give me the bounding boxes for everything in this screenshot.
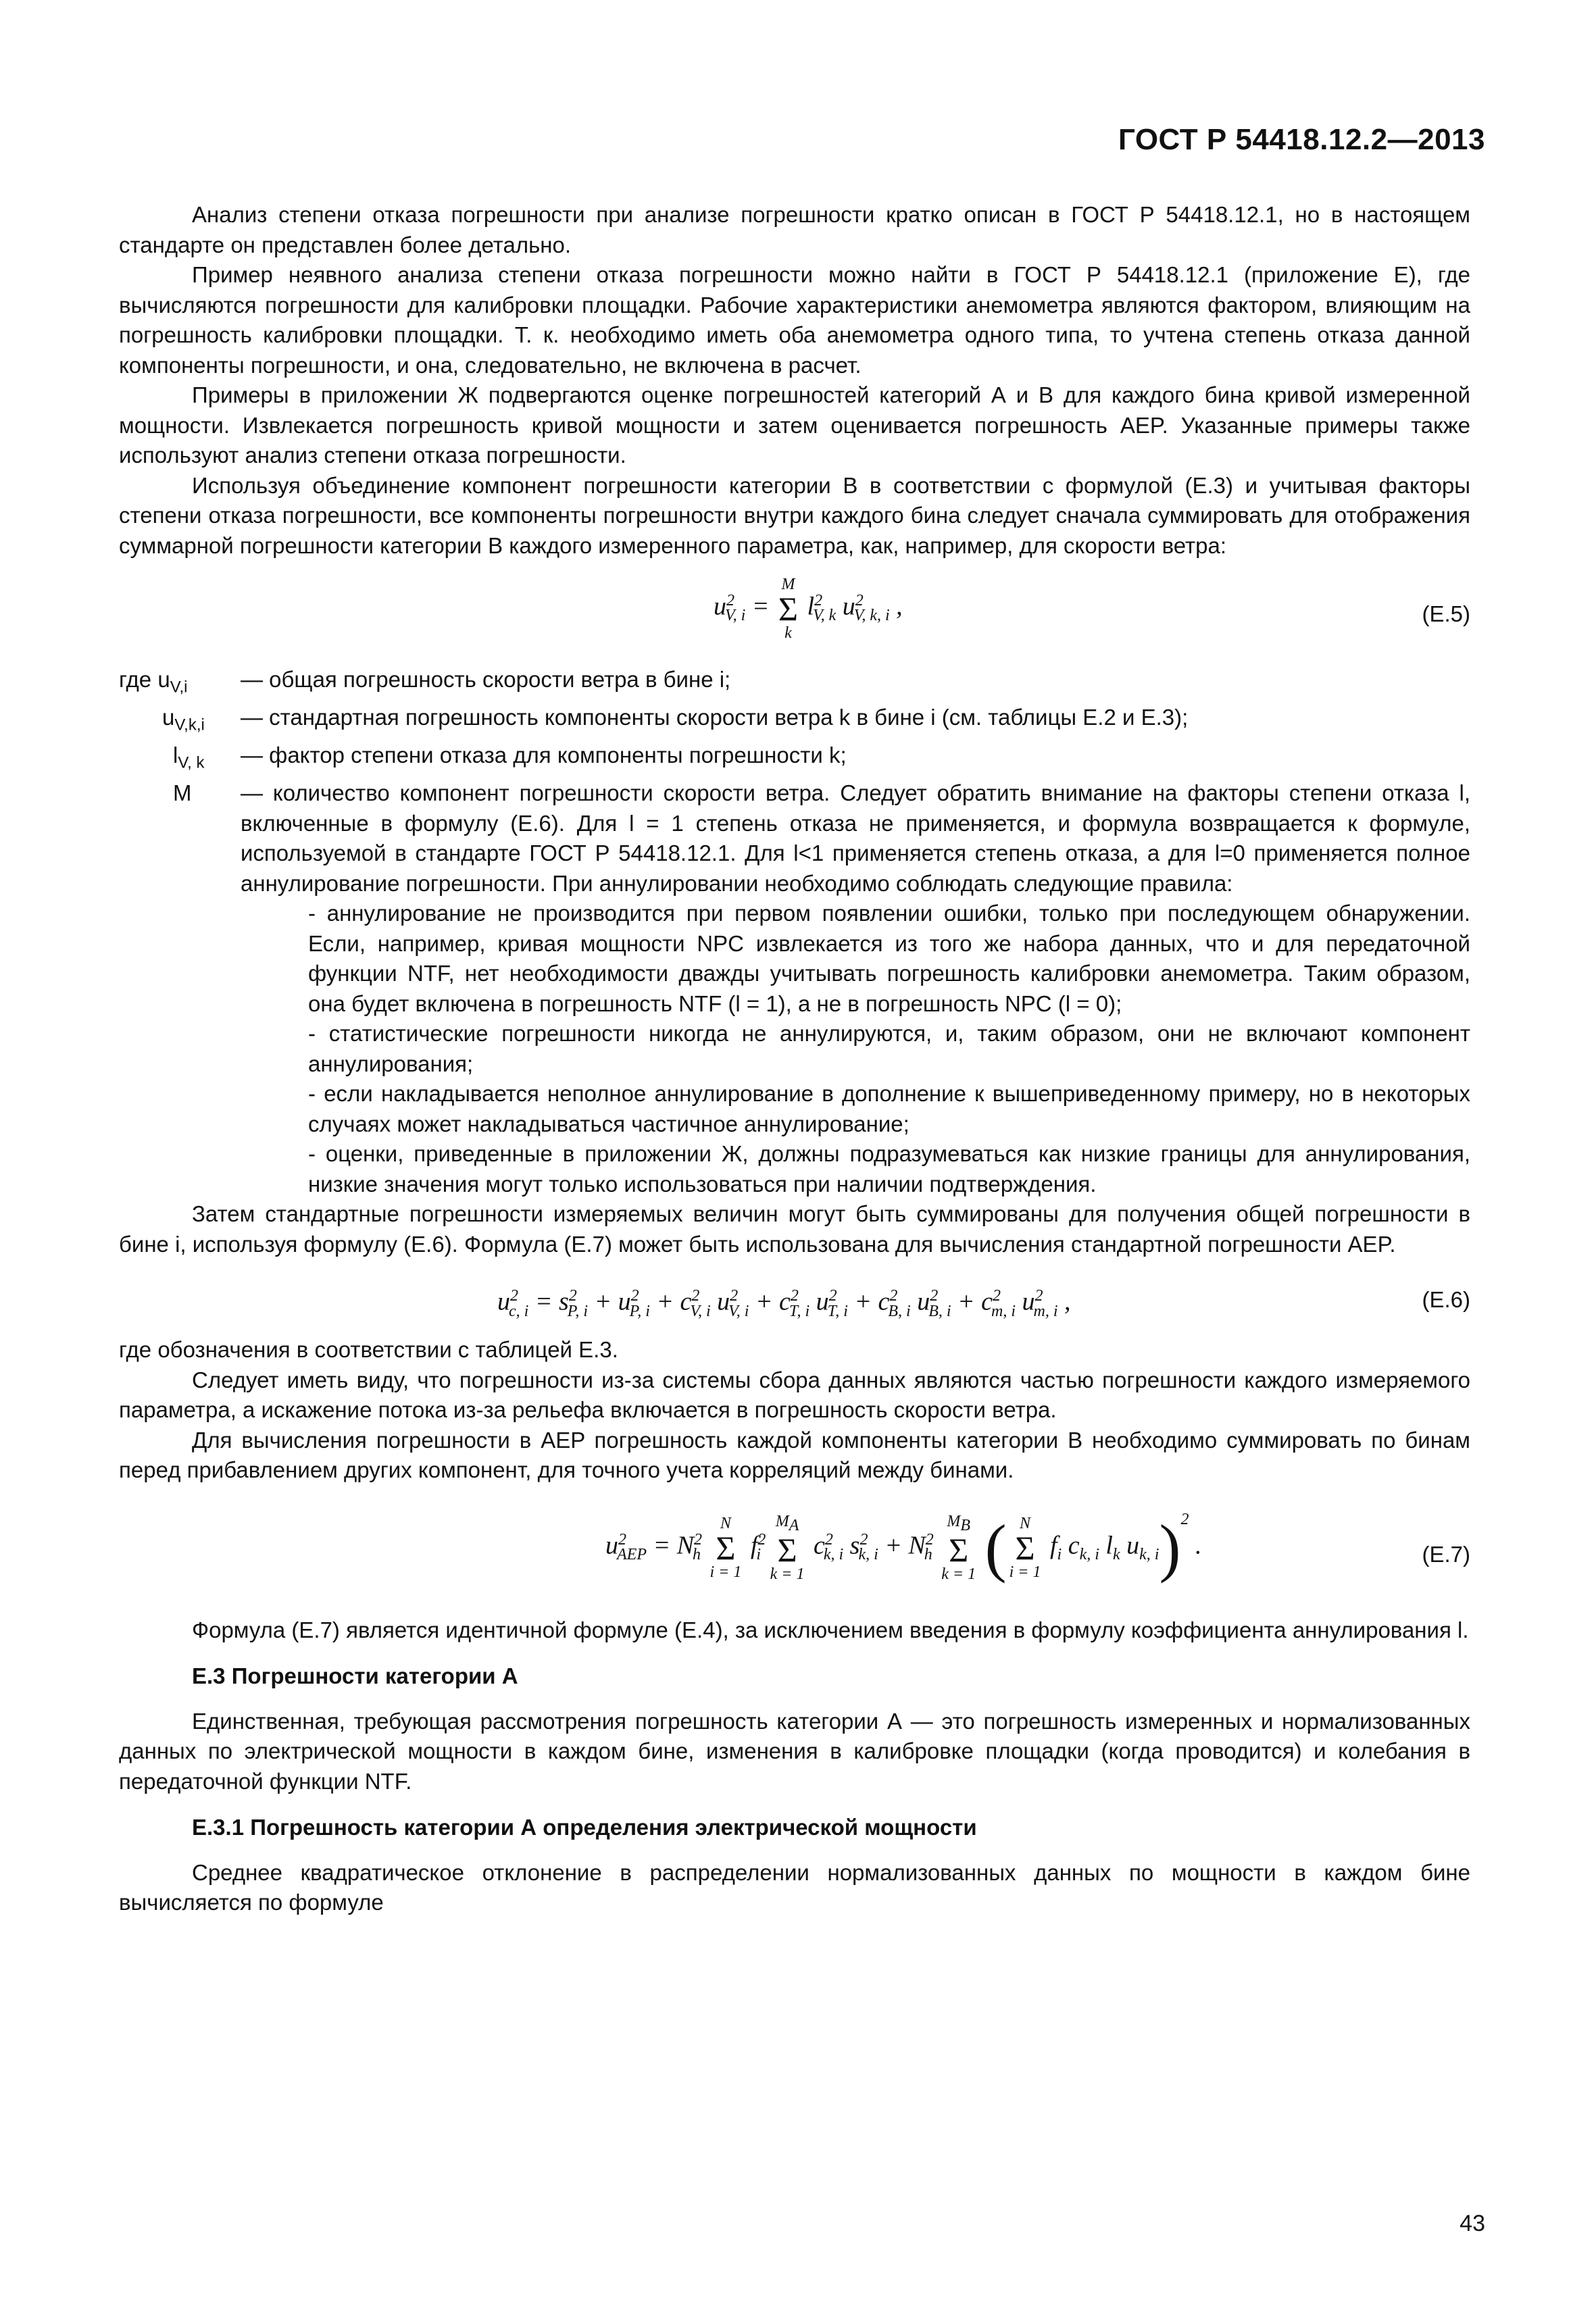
symbol-u-vki: $u_{V,k,i}$ — [162, 705, 205, 734]
formula-e7 — [119, 1501, 1470, 1609]
body-text — [119, 200, 1470, 1918]
definition-m: — количество компонент погрешности скорости ветра. Следует обратить внимание на факторы степени отказа l, включенные в формулу (Е.6). Для l = 1 степень отказа не применяется, и формула возвращается к формуле, используемой в стандарте ГОСТ Р 54418.12.1. Для l<1 применяется степень отказа, а для l=0 применяется полное аннулирование погрешности. При аннулировании необходимо соблюдать следующие правила: — [241, 780, 1470, 896]
definition-u-vi: — общая погрешность скорости ветра в бине i; — [241, 667, 731, 692]
paragraph-10: Единственная, требующая рассмотрения погрешность категории А — это погрешность измеренных и нормализованных данных по электрической мощности в каждом бине, изменения в калибровке площадки (когда проводится) и колебания в передаточной функции NTF. — [119, 1708, 1470, 1794]
formula-e5-expression: $u^2_{V, i}$ = M Σ k $l^2_{V, k}$ $u^2_{V, k, i}$ , — [714, 576, 903, 642]
symbol-definitions — [119, 665, 1470, 899]
symbol-m: M — [173, 780, 192, 806]
formula-e7-expression: $u^2_{AEP} = N^2_h$ N Σ i = 1 $f^2_i$ $M_A$ Σ k = 1 $c^2_{k, i}$ $s^2_{k, i} + N^2_h$ $M_B$ Σ k = 1 ( N Σ i = 1 $f_i$ $c_{k, i}$ $l_k$ $u_{k, i})^2$ . — [605, 1510, 1202, 1584]
definition-u-vki: — стандартная погрешность компоненты скорости ветра k в бине i (см. таблицы Е.2 и Е.3); — [241, 705, 1189, 730]
rule-1: - аннулирование не производится при первом появлении ошибки, только при последующем обнаружении. Если, например, кривая мощности NPC извлекается из того же набора данных, что и для передаточной функции NTF, нет необходимости дважды учитывать погрешность калибровки анемометра. Таким образом, она будет включена в погрешность NTF (l = 1), а не в погрешность NPC (l = 0); — [308, 901, 1470, 1016]
paragraph-6: где обозначения в соответствии с таблицей Е.3. — [119, 1337, 618, 1363]
document-header: ГОСТ Р 54418.12.2—2013 — [1118, 123, 1485, 156]
formula-e6-expression: $u^2_{c, i} = s^2_{P, i} + u^2_{P, i} + c^2_{V, i}$ $u^2_{V, i} + c^2_{T, i}$ $u^2_{T, i} + c^2_{B, i}$ $u^2_{B, i} + c^2_{m, i}$ $u^2_{m, i}$ , — [497, 1287, 1071, 1320]
formula-e5-number: (Е.5) — [1422, 601, 1470, 626]
paragraph-4: Используя объединение компонент погрешности категории В в соответствии с формулой (Е.3) и учитывая факторы степени отказа погрешности, все компоненты погрешности внутри каждого бина следует сначала суммировать для отображения суммарной погрешности категории В каждого измеренного параметра, как, например, для скорости ветра: — [119, 472, 1470, 558]
formula-e5 — [119, 570, 1470, 658]
page-number: 43 — [1460, 2211, 1485, 2236]
symbol-l-vk: $l_{V, k}$ — [173, 743, 205, 772]
formula-e6 — [119, 1272, 1470, 1328]
paragraph-1: Анализ степени отказа погрешности при анализе погрешности кратко описан в ГОСТ Р 54418.12.1, но в настоящем стандарте он представлен более детально. — [119, 202, 1470, 257]
rule-4: - оценки, приведенные в приложении Ж, должны подразумеваться как низкие границы для аннулирования, низкие значения могут только использоваться при наличии подтверждения. — [308, 1141, 1470, 1197]
paragraph-11: Среднее квадратическое отклонение в распределении нормализованных данных по мощности в каждом бине вычисляется по формуле — [119, 1859, 1470, 1915]
paragraph-5: Затем стандартные погрешности измеряемых величин могут быть суммированы для получения общей погрешности в бине i, используя формулу (Е.6). Формула (Е.7) может быть использована для вычисления стандартной погрешности AEP. — [119, 1201, 1470, 1257]
paragraph-7: Следует иметь виду, что погрешности из-за системы сбора данных являются частью погрешности каждого измеряемого параметра, а искажение потока из-за рельефа включается в погрешность скорости ветра. — [119, 1367, 1470, 1423]
rule-2: - статистические погрешности никогда не аннулируются, и, таким образом, они не включают компонент аннулирования; — [308, 1021, 1470, 1076]
heading-e3: Е.3 Погрешности категории А — [192, 1663, 518, 1689]
sum-symbol: M Σ k — [778, 576, 798, 642]
paragraph-2: Пример неявного анализа степени отказа погрешности можно найти в ГОСТ Р 54418.12.1 (приложение Е), где вычисляются погрешности для калибровки площадки. Рабочие характеристики анемометра являются фактором, влияющим на погрешность калибровки площадки. Т. к. необходимо иметь оба анемометра одного типа, то учтена степень отказа данной компоненты погрешности, и она, следовательно, не включена в расчет. — [119, 262, 1470, 378]
formula-e7-number: (Е.7) — [1422, 1541, 1470, 1567]
definition-l-vk: — фактор степени отказа для компоненты погрешности k; — [241, 743, 847, 768]
paragraph-9: Формула (Е.7) является идентичной формуле (Е.4), за исключением введения в формулу коэффициента аннулирования l. — [192, 1617, 1469, 1642]
formula-e6-number: (Е.6) — [1422, 1287, 1470, 1313]
heading-e3-1: Е.3.1 Погрешность категории А определения электрической мощности — [192, 1815, 977, 1840]
paragraph-3: Примеры в приложении Ж подвергаются оценке погрешностей категорий А и В для каждого бина кривой измеренной мощности. Извлекается погрешность кривой мощности и затем оценивается погрешность AEP. Указанные примеры также используют анализ степени отказа погрешности. — [119, 382, 1470, 468]
annulment-rules — [308, 899, 1470, 1199]
symbol-u-vi: где $u_{V,i}$ — [119, 667, 188, 697]
rule-3: - если накладывается неполное аннулирование в дополнение к вышеприведенному примеру, но в некоторых случаях может накладываться частичное аннулирование; — [308, 1081, 1470, 1136]
paragraph-8: Для вычисления погрешности в AEP погрешность каждой компоненты категории В необходимо суммировать по бинам перед прибавлением других компонент, для точного учета корреляций между бинами. — [119, 1427, 1470, 1483]
